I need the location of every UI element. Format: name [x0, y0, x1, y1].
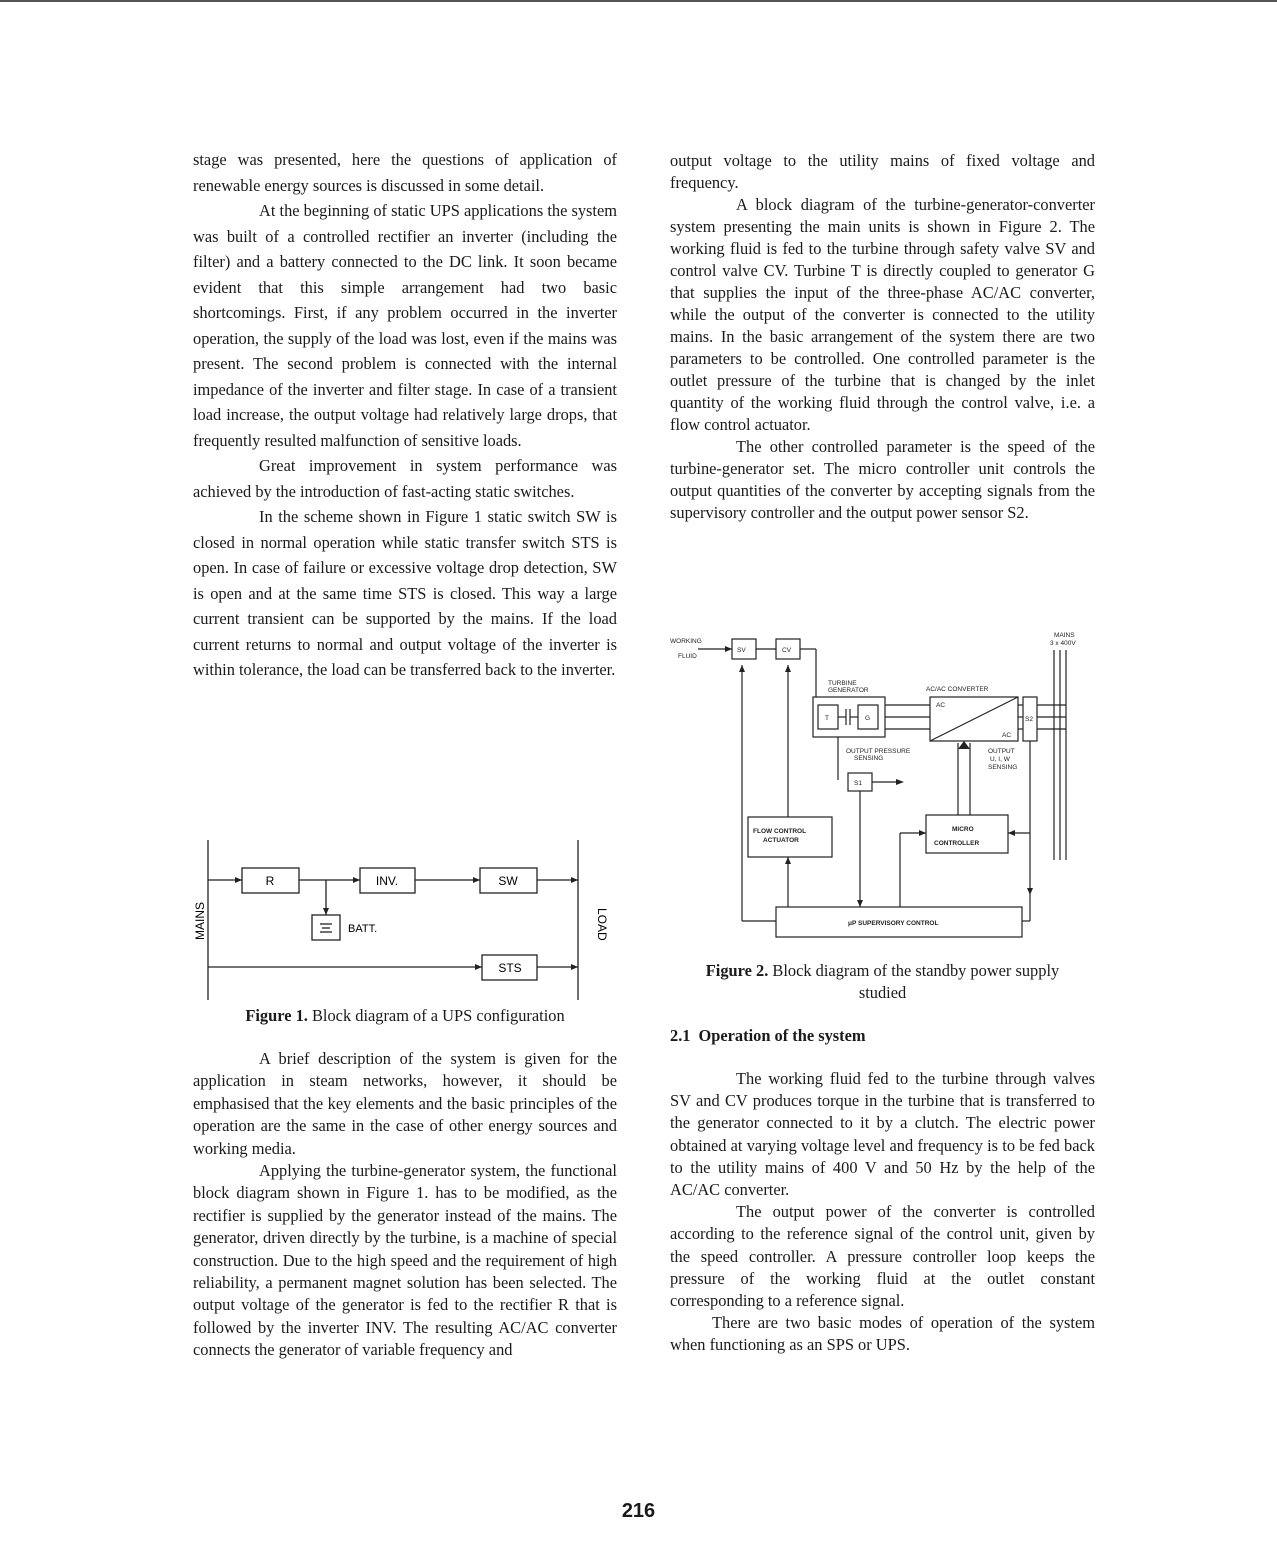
sts-label: STS [498, 961, 522, 975]
acac-label: AC/AC CONVERTER [926, 686, 989, 693]
paragraph: Applying the turbine-generator system, the functional block diagram shown in Figure 1. has to be modified, as the rectifier is supplied by the generator instead of the mains. The generator, driven directly by the turbine, is a machine of special construction. Due to the high speed and the requirement of high reliability, a permanent magnet solution has been selected. The output voltage of the generator is fed to the rectifier R that is followed by the inverter INV. The resulting AC/AC converter connects the generator of variable frequency and [193, 1161, 617, 1360]
paragraph: In the scheme shown in Figure 1 static switch SW is closed in normal operation while static transfer switch STS is open. In case of failure or excessive voltage drop detection, SW is open and at the same time STS is closed. This way a large current transient can be supported by the mains. If the load current returns to normal and output voltage of the inverter is within tolerance, the load can be transferred back to the inverter. [193, 507, 617, 679]
mains-label: MAINS [193, 901, 207, 940]
figure-2-caption-label: Figure 2. [705, 961, 769, 980]
ac-top-label: AC [936, 702, 946, 709]
generator-label: GENERATOR [828, 687, 869, 694]
paragraph: The other controlled parameter is the speed of the turbine-generator set. The micro controller unit controls the output quantities of the converter by accepting signals from the supervisory controller and the output power sensor S2. [670, 437, 1095, 522]
mc-label-1: MICRO [952, 826, 974, 833]
turbine-label: TURBINE [828, 680, 857, 687]
section-heading [670, 1026, 874, 1046]
ops-label-1: OUTPUT PRESSURE [846, 748, 911, 755]
section-number: 2.1 [670, 1026, 691, 1045]
s1-label: S1 [854, 780, 862, 787]
figure-2-caption-text: Block diagram of the standby power supply [772, 961, 1060, 980]
working-label: WORKING [670, 638, 702, 645]
paragraph: The output power of the converter is controlled according to the reference signal of the control unit, given by the speed controller. A pressure controller loop keeps the pressure of the working fluid at the outlet constant corresponding to a reference signal. [670, 1202, 1095, 1311]
paragraph: stage was presented, here the questions of application of renewable energy sources is discussed in some detail. [193, 150, 617, 195]
supervisory-label: μP SUPERVISORY CONTROL [848, 920, 939, 927]
paragraph: The working fluid fed to the turbine through valves SV and CV produces torque in the turbine that is transferred to the generator connected to it by a clutch. The electric power obtained at varying voltage level and frequency is to be fed back to the utility mains of 400 V and 50 Hz by the help of the AC/AC converter. [670, 1069, 1095, 1200]
g-label: G [865, 715, 871, 722]
paragraph: A brief description of the system is given for the application in steam networks, however, it should be emphasised that the key elements and the basic principles of the operation are the same in the case of other energy sources and working media. [193, 1049, 617, 1158]
load-label: LOAD [595, 908, 609, 941]
right-column-lower [670, 1068, 1095, 1357]
fca-label-1: FLOW CONTROL [753, 828, 807, 835]
mains-label: MAINS [1054, 632, 1075, 639]
battery-label: BATT. [348, 923, 378, 935]
figure-1-caption [193, 1006, 617, 1026]
figure-2-caption [670, 960, 1095, 1004]
ops-label-2: SENSING [854, 755, 884, 762]
rectifier-label: R [265, 874, 275, 888]
paragraph: At the beginning of static UPS applications the system was built of a controlled rectifier an inverter (including the filter) and a battery connected to the DC link. It soon became evident that this simple arrangement had two basic shortcomings. First, if any problem occurred in the inverter operation, the supply of the load was lost, even if the mains was present. The second problem is connected with the internal impedance of the inverter and filter stage. In case of a transient load increase, the output voltage had relatively large drops, that frequently resulted malfunction of sensitive loads. [193, 201, 617, 450]
switch-label: SW [498, 874, 518, 888]
page-number: 216 [621, 1500, 656, 1522]
section-title: Operation of the system [698, 1026, 866, 1045]
mc-label-2: CONTROLLER [934, 840, 980, 847]
ac-bottom-label: AC [1002, 732, 1012, 739]
paragraph: Great improvement in system performance was achieved by the introduction of fast-acting static switches. [193, 456, 617, 501]
figure-1-caption-text: Block diagram of a UPS configuration [312, 1006, 565, 1025]
figure-2-caption-text-2: studied [858, 983, 907, 1002]
right-column-upper [670, 150, 1095, 524]
sv-label: SV [737, 647, 746, 654]
paragraph: output voltage to the utility mains of fixed voltage and frequency. [670, 151, 1095, 192]
out-label-1: OUTPUT [988, 748, 1015, 755]
out-label-3: SENSING [988, 764, 1018, 771]
out-label-2: U, I, W [990, 756, 1010, 763]
t-label: T [825, 715, 829, 722]
micro-controller-box [926, 815, 1008, 853]
fluid-label: FLUID [678, 653, 697, 660]
paragraph: There are two basic modes of operation of the system when functioning as an SPS or UPS. [670, 1313, 1095, 1355]
cv-label: CV [782, 647, 792, 654]
mains-voltage-label: 3 x 400V [1050, 640, 1076, 647]
turbine-generator-frame [813, 697, 885, 737]
fca-label-2: ACTUATOR [763, 837, 799, 844]
top-rule [0, 0, 1277, 2]
paragraph: A block diagram of the turbine-generator-converter system presenting the main units is shown in Figure 2. The working fluid is fed to the turbine through safety valve SV and control valve CV. Turbine T is directly coupled to generator G that supplies the input of the three-phase AC/AC converter, while the output of the converter is connected to the utility mains. In the basic arrangement of the system there are two parameters to be controlled. One controlled parameter is the outlet pressure of the turbine that is changed by the inlet quantity of the working fluid through the control valve, i.e. a flow control actuator. [670, 195, 1095, 434]
s2-label: S2 [1025, 716, 1033, 723]
inverter-label: INV. [375, 874, 399, 888]
figure-1-caption-label: Figure 1. [245, 1006, 308, 1025]
figure-2-diagram [668, 625, 1088, 945]
figure-1-diagram [190, 840, 620, 1005]
left-column-upper [193, 147, 617, 683]
left-column-lower [193, 1048, 617, 1362]
